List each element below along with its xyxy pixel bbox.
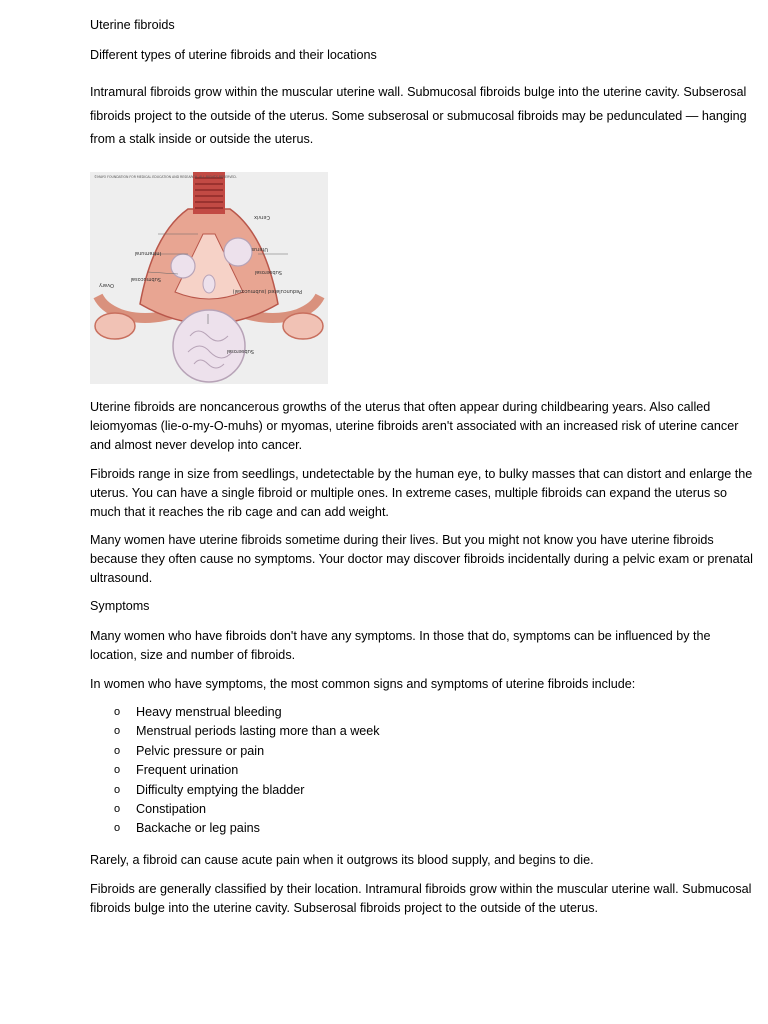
section-subtitle: Different types of uterine fibroids and their locations — [90, 48, 377, 62]
symptoms-heading: Symptoms — [90, 599, 150, 613]
label-submucosal: Submucosal — [130, 276, 161, 282]
paragraph-prevalence: Many women have uterine fibroids sometime during their lives. But you might not know you have uterine fibroids because they often cause no symptoms. Your doctor may discover fibroids incidentally during a pelvic exam or prenatal ultrasound. — [90, 533, 753, 585]
paragraph-definition: Uterine fibroids are noncancerous growths of the uterus that often appear during childbearing years. Also called leiomyomas (lie-o-my-O-muhs) or myomas, uterine fibroids aren't associated with an increased risk of uterine cancer and almost never develop into cancer. — [90, 400, 739, 452]
label-intramural: Intramural — [134, 250, 161, 256]
symptoms-list — [90, 703, 380, 839]
intro-paragraph: Intramural fibroids grow within the muscular uterine wall. Submucosal fibroids bulge into the uterine cavity. Subserosal fibroids project to the outside of the uterus. Some subserosal or submucosal fibroids may be pedunculated — hanging from a stalk inside or outside the uterus. — [90, 85, 747, 146]
list-item: o Constipation — [114, 801, 207, 816]
list-item: o Backache or leg pains — [114, 821, 260, 836]
label-pedunculated: Pedunculated (submucosal) — [232, 288, 302, 294]
label-cervix: Cervix — [254, 214, 270, 220]
list-item: o Frequent urination — [114, 763, 239, 778]
label-uterus: Uterus — [251, 246, 268, 252]
paragraph-size: Fibroids range in size from seedlings, undetectable by the human eye, to bulky masses that can distort and enlarge the uterus. You can have a single fibroid or multiple ones. In extreme cases, multiple fibroids can expand the uterus so much that it reaches the rib cage and can add weight. — [90, 467, 753, 519]
figure-caption: ©MAYO FOUNDATION FOR MEDICAL EDUCATION AND RESEARCH. ALL RIGHTS RESERVED. — [94, 175, 237, 179]
list-item: o Menstrual periods lasting more than a week — [114, 724, 380, 739]
list-item: o Difficulty emptying the bladder — [114, 782, 305, 797]
list-item: o Pelvic pressure or pain — [114, 743, 265, 758]
paragraph-classification: Fibroids are generally classified by their location. Intramural fibroids grow within the muscular uterine wall. Submucosal fibroids bulge into the uterine cavity. Subserosal fibroids project to the outside of the uterus. — [90, 882, 752, 915]
label-subserosal-small: Subserosal — [254, 269, 282, 275]
paragraph-rare: Rarely, a fibroid can cause acute pain when it outgrows its blood supply, and begins to die. — [90, 853, 594, 867]
label-subserosal: Subserosal — [226, 348, 254, 354]
uterine-fibroids-illustration — [90, 172, 328, 384]
symptoms-intro: In women who have symptoms, the most common signs and symptoms of uterine fibroids include: — [90, 677, 636, 691]
symptoms-paragraph: Many women who have fibroids don't have any symptoms. In those that do, symptoms can be influenced by the location, size and number of fibroids. — [90, 629, 711, 662]
document-title: Uterine fibroids — [90, 18, 175, 32]
label-ovary: Ovary — [99, 282, 114, 288]
list-item: o Heavy menstrual bleeding — [114, 705, 282, 719]
